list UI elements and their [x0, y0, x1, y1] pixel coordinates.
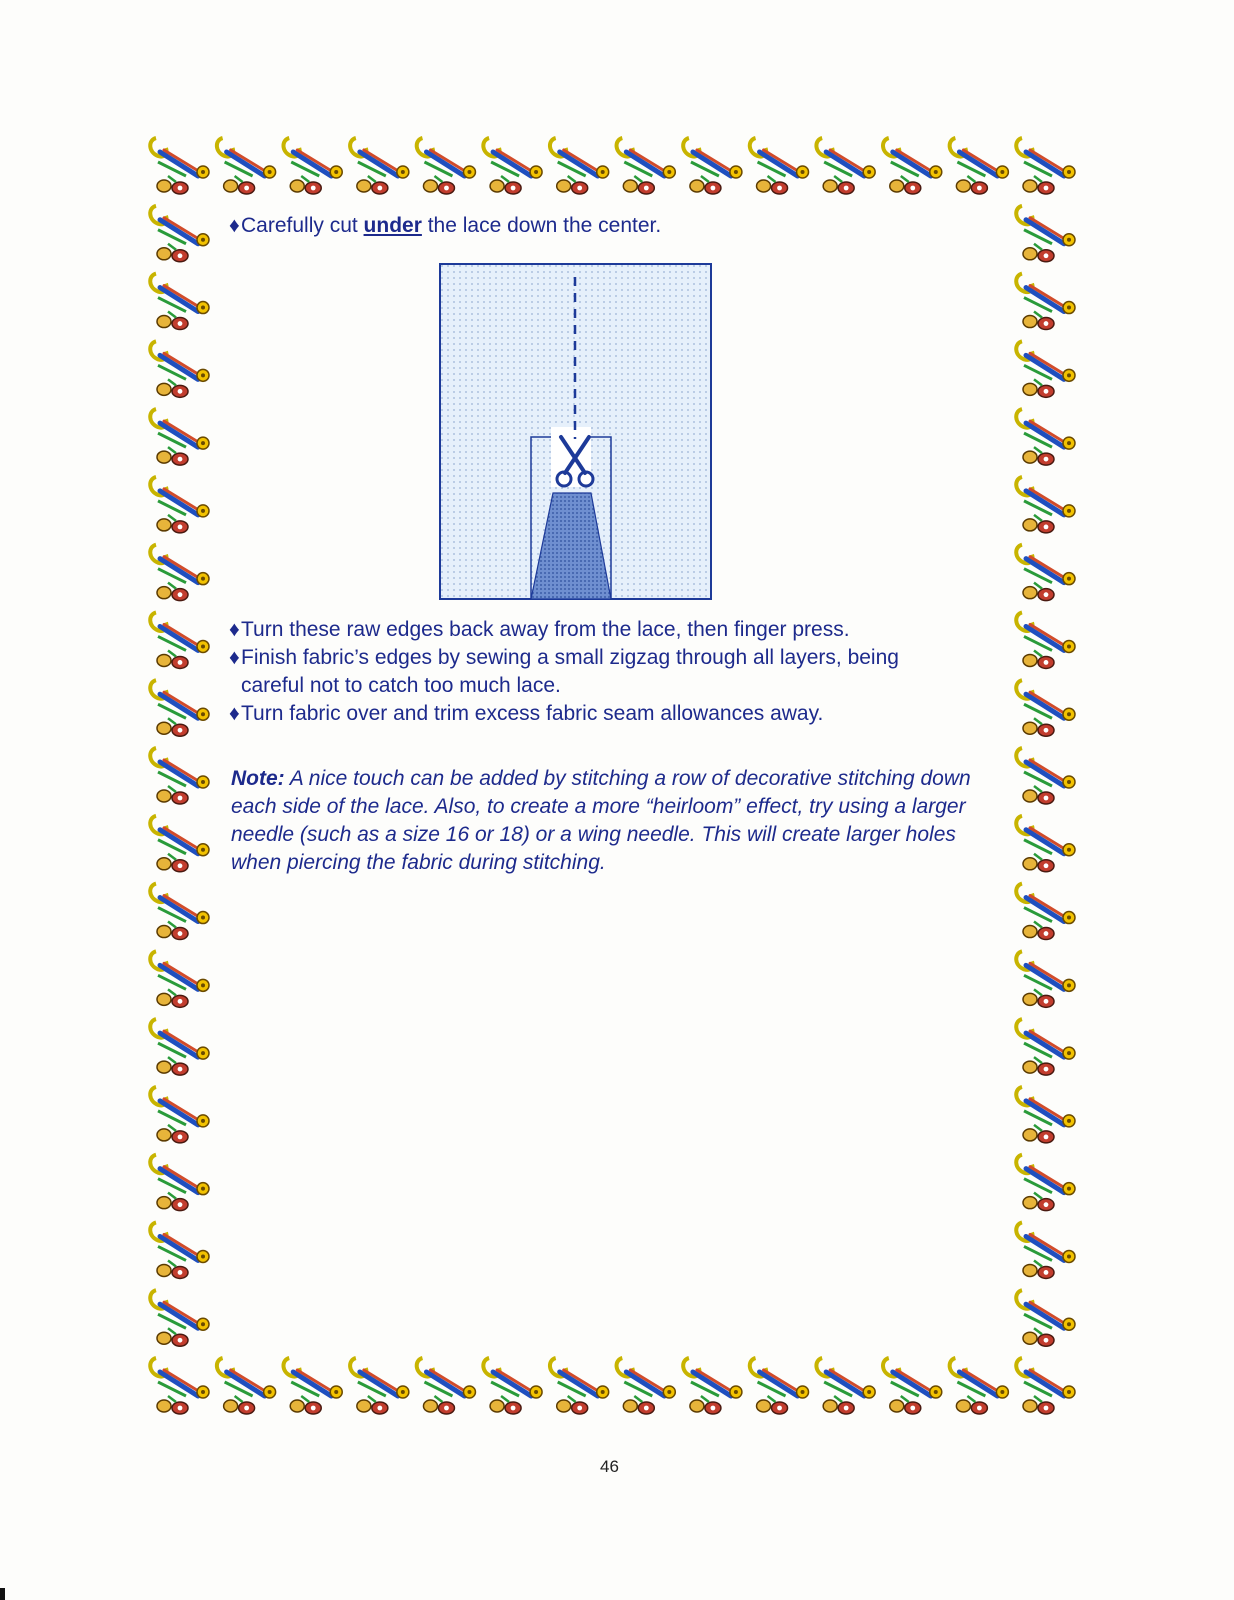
note-text: A nice touch can be added by stitching a row of decorative stitching down each side of the lace. Also, to create a more “heirloom” effect, try using a larger needle (such as a size 16 or 18) or a wing needle. This will create larger holes when piercing the fabric during stitching.	[231, 767, 971, 874]
step-3-continuation	[241, 673, 561, 699]
bullet-icon: ♦	[229, 618, 240, 641]
bullet-icon: ♦	[229, 646, 240, 669]
step-2-finger-press	[229, 617, 850, 643]
page-number: 46	[600, 1457, 619, 1476]
step-3-line-1: Finish fabric’s edges by sewing a small zigzag through all layers, being	[241, 646, 899, 669]
step-4-trim	[229, 701, 823, 727]
step-1-emphasis: under	[363, 214, 422, 237]
note-paragraph	[231, 765, 991, 877]
step-3-line-2: careful not to catch too much lace.	[241, 674, 561, 697]
bullet-icon: ♦	[229, 702, 240, 725]
bullet-icon: ♦	[229, 214, 240, 237]
step-4-text: Turn fabric over and trim excess fabric seam allowances away.	[241, 702, 824, 725]
cut-under-lace-diagram	[439, 263, 712, 600]
step-2-text: Turn these raw edges back away from the lace, then finger press.	[241, 618, 850, 641]
step-1-cut-under	[229, 213, 661, 239]
step-1-prefix: Carefully cut	[241, 214, 364, 237]
scan-mark	[0, 1588, 5, 1600]
step-3-zigzag	[229, 645, 899, 671]
note-label: Note:	[231, 767, 285, 790]
step-1-suffix: the lace down the center.	[421, 214, 662, 237]
